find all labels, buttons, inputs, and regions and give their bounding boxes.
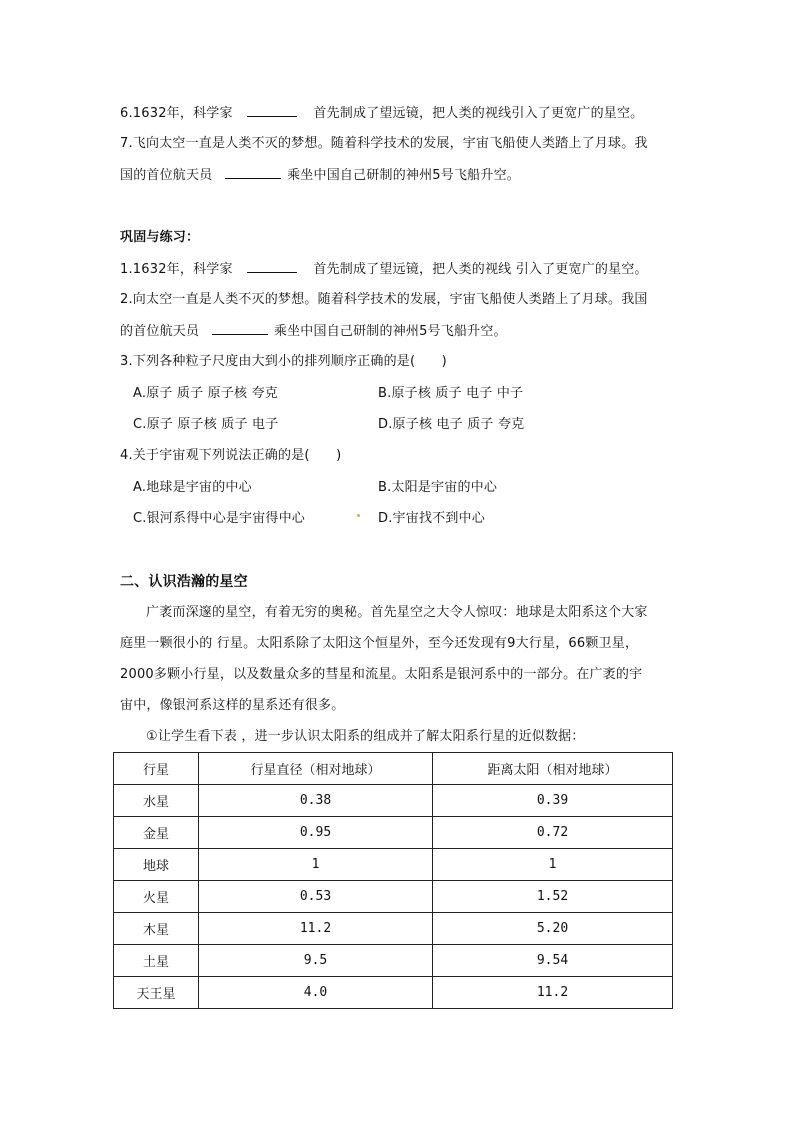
table-row bbox=[114, 881, 673, 913]
table-row bbox=[114, 913, 673, 945]
column-header-diameter: 行星直径（相对地球） bbox=[199, 753, 433, 785]
planet-diameter: 4.0 bbox=[199, 977, 433, 1009]
question-6-text-start: 6.1632年，科学家 bbox=[120, 106, 233, 121]
practice-question-3-stem: 3.下列各种粒子尺度由大到小的排列顺序正确的是( ) bbox=[120, 354, 447, 369]
planet-name: 金星 bbox=[114, 817, 199, 849]
planet-name: 木星 bbox=[114, 913, 199, 945]
planet-name: 地球 bbox=[114, 849, 199, 881]
practice-question-2-line-2 bbox=[120, 322, 507, 341]
q3-option-c[interactable]: C.原子 原子核 质子 电子 bbox=[133, 417, 279, 432]
planet-distance: 0.72 bbox=[433, 817, 673, 849]
q3-option-d[interactable]: D.原子核 电子 质子 夸克 bbox=[378, 417, 525, 432]
question-6 bbox=[120, 104, 643, 123]
practice-question-4-stem: 4.关于宇宙观下列说法正确的是( ) bbox=[120, 448, 342, 463]
planet-name: 天王星 bbox=[114, 977, 199, 1009]
question-7-line-2 bbox=[120, 166, 520, 185]
planet-distance: 1 bbox=[433, 849, 673, 881]
question-6-text-end: 首先制成了望远镜，把人类的视线引入了更宽广的星空。 bbox=[313, 106, 644, 121]
answer-blank[interactable] bbox=[247, 104, 297, 117]
answer-blank[interactable] bbox=[225, 166, 281, 179]
table-intro: ①让学生看下表 ，进一步认识太阳系的组成并了解太阳系行星的近似数据： bbox=[146, 729, 585, 744]
planet-distance: 5.20 bbox=[433, 913, 673, 945]
practice-question-1 bbox=[120, 260, 648, 279]
question-7-line-1: 7.飞向太空一直是人类不灭的梦想。随着科学技术的发展，宇宙飞船使人类踏上了月球。我 bbox=[120, 136, 648, 151]
planet-name: 水星 bbox=[114, 785, 199, 817]
question-7-text-end: 乘坐中国自己研制的神州5号飞船升空。 bbox=[287, 168, 520, 183]
planet-diameter: 0.38 bbox=[199, 785, 433, 817]
planet-diameter: 11.2 bbox=[199, 913, 433, 945]
practice-q1-text-end: 首先制成了望远镜，把人类的视线 引入了更宽广的星空。 bbox=[313, 262, 648, 277]
q3-option-b[interactable]: B.原子核 质子 电子 中子 bbox=[378, 386, 524, 401]
planet-name: 土星 bbox=[114, 945, 199, 977]
practice-q1-text-start: 1.1632年，科学家 bbox=[120, 262, 233, 277]
practice-q2-text-start: 的首位航天员 bbox=[120, 324, 200, 339]
planet-distance: 9.54 bbox=[433, 945, 673, 977]
q4-option-b[interactable]: B.太阳是宇宙的中心 bbox=[378, 480, 498, 495]
table-row bbox=[114, 785, 673, 817]
planet-distance: 0.39 bbox=[433, 785, 673, 817]
stray-mark bbox=[357, 514, 360, 517]
column-header-planet: 行星 bbox=[114, 753, 199, 785]
table-row bbox=[114, 817, 673, 849]
question-7-text-start: 国的首位航天员 bbox=[120, 168, 213, 183]
practice-question-2-line-1: 2.向太空一直是人类不灭的梦想。随着科学技术的发展，宇宙飞船使人类踏上了月球。我国 bbox=[120, 292, 648, 307]
practice-q2-text-end: 乘坐中国自己研制的神州5号飞船升空。 bbox=[273, 324, 507, 339]
column-header-distance: 距离太阳（相对地球） bbox=[433, 753, 673, 785]
table-header-row bbox=[114, 753, 673, 785]
section-2-heading: 二、认识浩瀚的星空 bbox=[120, 574, 248, 590]
planet-diameter: 0.53 bbox=[199, 881, 433, 913]
planet-diameter: 9.5 bbox=[199, 945, 433, 977]
planet-name: 火星 bbox=[114, 881, 199, 913]
q4-option-c[interactable]: C.银河系得中心是宇宙得中心 bbox=[133, 511, 306, 526]
answer-blank[interactable] bbox=[247, 260, 297, 273]
planet-diameter: 0.95 bbox=[199, 817, 433, 849]
q4-option-d[interactable]: D.宇宙找不到中心 bbox=[378, 511, 485, 526]
q4-option-a[interactable]: A.地球是宇宙的中心 bbox=[133, 480, 252, 495]
section-2-paragraph-line: 庭里一颗很小的 行星。太阳系除了太阳这个恒星外，至今还发现有9大行星，66颗卫星， bbox=[120, 636, 639, 651]
planet-diameter: 1 bbox=[199, 849, 433, 881]
section-2-paragraph-line: 宙中，像银河系这样的星系还有很多。 bbox=[120, 698, 345, 713]
table-row bbox=[114, 977, 673, 1009]
table-row bbox=[114, 945, 673, 977]
section-2-paragraph-line: 2000多颗小行星，以及数量众多的彗星和流星。太阳系是银河系中的一部分。在广袤的宇 bbox=[120, 667, 643, 682]
section-2-paragraph-line: 广袤而深邃的星空，有着无穷的奥秘。首先星空之大令人惊叹：地球是太阳系这个大家 bbox=[146, 605, 648, 620]
planet-data-table bbox=[113, 752, 673, 1009]
practice-heading: 巩固与练习： bbox=[120, 230, 200, 245]
planet-distance: 11.2 bbox=[433, 977, 673, 1009]
planet-distance: 1.52 bbox=[433, 881, 673, 913]
q3-option-a[interactable]: A.原子 质子 原子核 夸克 bbox=[133, 386, 278, 401]
table-row bbox=[114, 849, 673, 881]
answer-blank[interactable] bbox=[212, 322, 268, 335]
